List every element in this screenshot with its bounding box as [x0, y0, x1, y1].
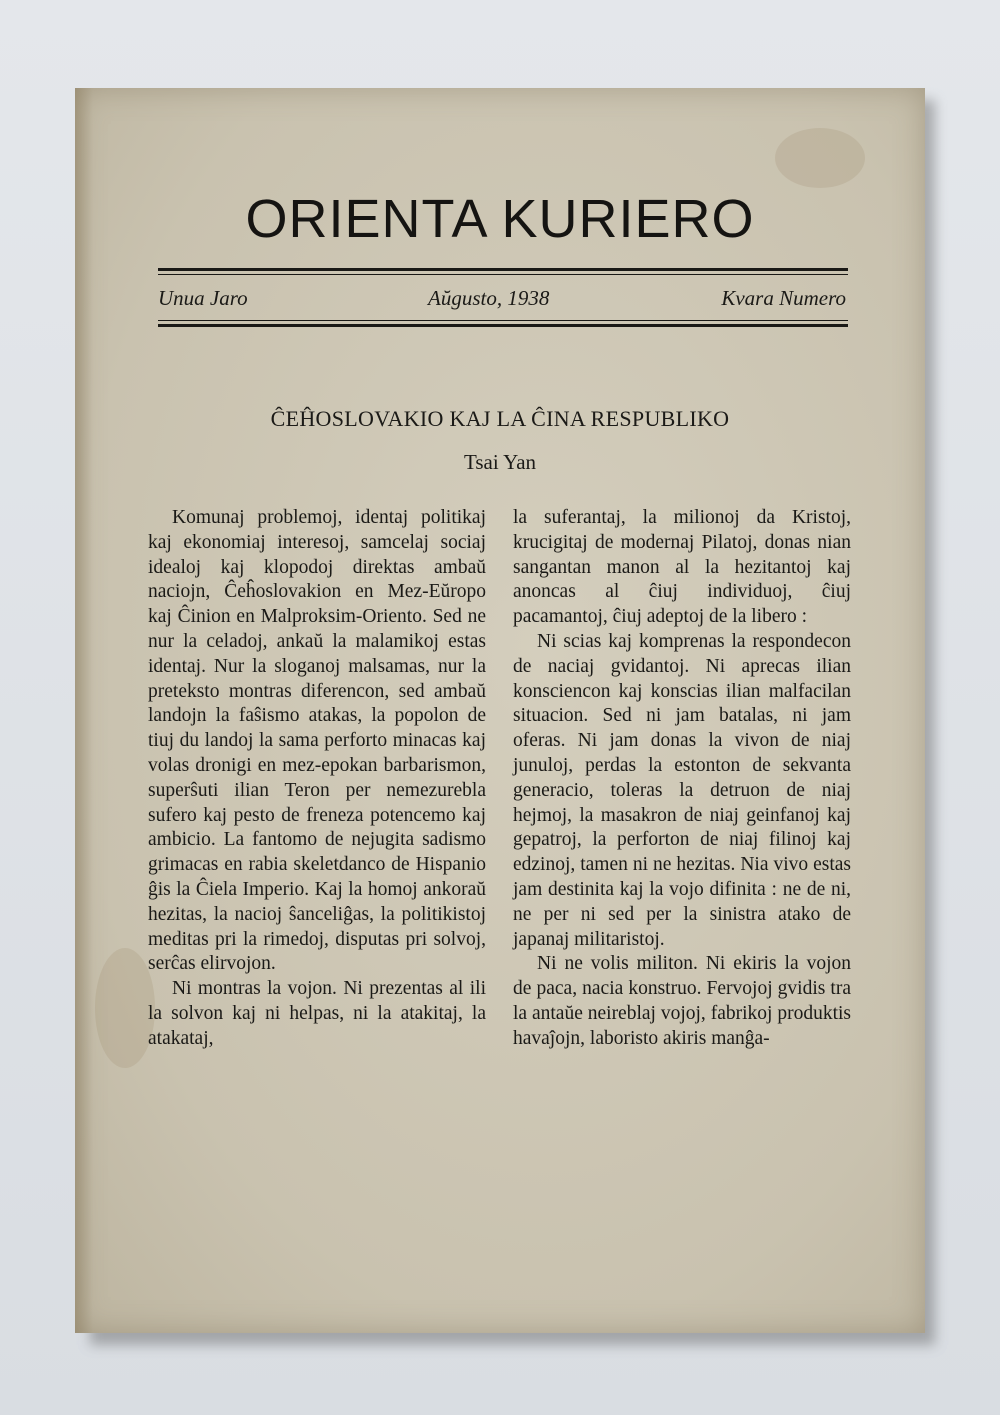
masthead-title: ORIENTA KURIERO — [245, 189, 755, 249]
paragraph: Ni scias kaj komprenas la respondecon de naciaj gvidantoj. Ni aprecas ilian konsciencon kaj konscias ilian malfacilan situacion. Sed ni jam batalas, ni jam oferas. Ni jam donas la vivon de niaj junuloj, perdas la estonton de sekvanta generacio, toleras la detruon de niaj hejmoj, la masakron de niaj geinfanoj kaj gepatroj, la perforton de niaj filinoj kaj edzinoj, tamen ni ne hezitas. Nia vivo estas jam destinita kaj la vojo difinita : ne de ni, ne per ni sed per la sinistra atako de japanaj militaristoj. — [513, 630, 851, 950]
article-column-left — [148, 506, 486, 1052]
paper-stain — [95, 948, 155, 1068]
article-title: ĈEĤOSLOVAKIO KAJ LA ĈINA RESPUBLIKO — [270, 406, 730, 431]
year-label: Unua Jaro — [158, 286, 248, 310]
issue-label: Kvara Numero — [721, 286, 846, 310]
masthead-rule-bottom-thin — [158, 320, 848, 321]
paragraph: la suferantaj, la milionoj da Kristoj, krucigitaj de modernaj Pilatoj, donas nian sangantan manon al la hezitantoj kaj anoncas al ĉiuj individuoj, ĉiuj pacamantoj, ĉiuj adeptoj de la libero : — [513, 507, 851, 628]
masthead-rule-bottom — [158, 324, 848, 327]
article-author: Tsai Yan — [463, 450, 537, 474]
masthead-rule-top-thin — [158, 274, 848, 275]
date-label: Aŭgusto, 1938 — [428, 286, 550, 310]
paragraph: Komunaj problemoj, identaj politikaj kaj ekonomiaj interesoj, samcelaj sociaj idealoj kaj klopodoj direktas ambaŭ naciojn, Ĉeĥoslovakion en Mez-Eŭropo kaj Ĉinion en Malproksim-Oriento. Sed ne nur la celadoj, ankaŭ la malamikoj estas identaj. Nur la sloganoj malsamas, nur la preteksto montras diferencon, sed ambaŭ landojn la faŝismo atakas, la popolon de tiuj du landoj la sama perforto minacas kaj volas dronigi en mez-epokan barbarismon, superŝuti ilian Teron per nemezurebla sufero kaj pesto de freneza potencemo kaj ambicio. La fantomo de nejugita sadismo grimacas en rabia skeletdanco de Hispanio ĝis la Ĉiela Imperio. Kaj la homoj ankoraŭ hezitas, la nacioj ŝanceliĝas, la politikistoj meditas pri la rimedoj, disputas pri solvoj, serĉas elirvojon. — [148, 507, 486, 975]
paper-stain — [775, 128, 865, 188]
article-column-right — [513, 506, 851, 1052]
magazine-page — [75, 88, 925, 1333]
paragraph: Ni montras la vojon. Ni prezentas al ili la solvon kaj ni helpas, ni la atakitaj, la atakataj, — [148, 978, 486, 1049]
paragraph: Ni ne volis militon. Ni ekiris la vojon de paca, nacia konstruo. Fervojoj gvidis tra la antaŭe neireblaj vojoj, fabrikoj produktis havaĵojn, laboristo akiris manĝa- — [513, 953, 851, 1049]
masthead-rule-top — [158, 268, 848, 271]
